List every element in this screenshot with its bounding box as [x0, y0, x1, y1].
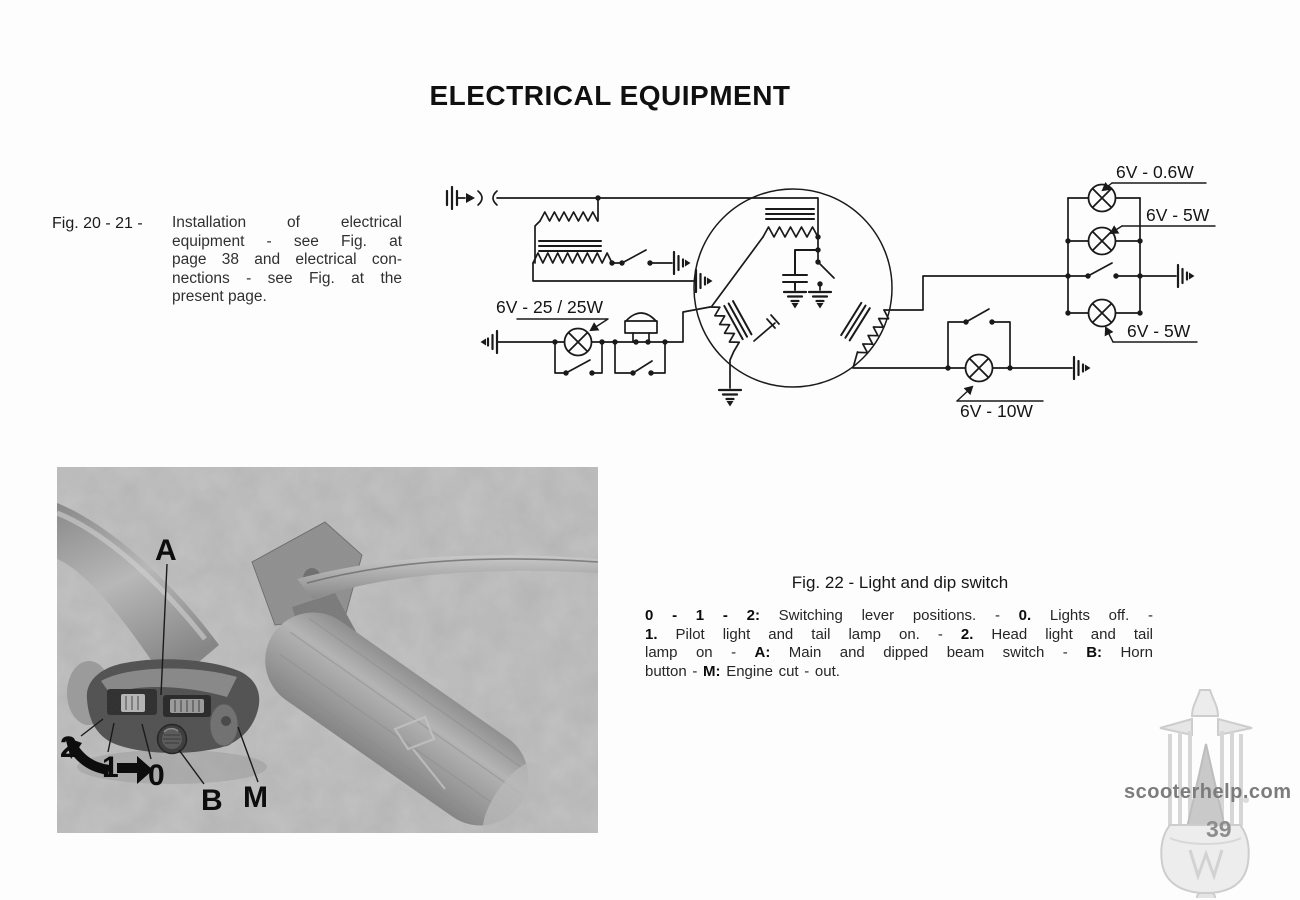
fig20-21-label: Fig. 20 - 21 - — [52, 215, 143, 232]
speedo-bulb-icon — [1089, 185, 1116, 212]
ignition-coil — [533, 212, 694, 281]
ground-icon — [481, 331, 498, 353]
ground-icon — [1178, 265, 1195, 287]
ground-icon — [784, 292, 806, 309]
fig22-caption: 0 - 1 - 2: Switching lever positions. - 0. Lights off. - 1. Pilot light and tail lamp on. - 2. Head light and tail lamp on - A: Main and dipped beam switch - B: Horn button - M: Engine cut - out. — [645, 607, 1153, 680]
flywheel-magneto — [694, 189, 892, 388]
ground-icon — [1074, 357, 1091, 379]
pilot-bulb-label: 6V - 5W — [1146, 205, 1210, 225]
label-m: M — [243, 781, 268, 814]
label-a: A — [155, 534, 177, 567]
switch-photo — [57, 467, 598, 833]
speedo-bulb-label: 6V - 0.6W — [1116, 162, 1194, 182]
stop-lamp-wire — [853, 352, 1072, 368]
label-0: 0 — [148, 759, 165, 792]
page-number: 39 — [1206, 816, 1232, 842]
spark-plug-icon — [447, 187, 497, 209]
stop-lamp-bulb-icon — [966, 355, 993, 382]
junction-dots — [552, 195, 1142, 375]
pilot-bulb-icon — [1089, 228, 1116, 255]
stop-bulb-label: 6V - 10W — [960, 401, 1033, 421]
ground-icon — [674, 252, 691, 274]
horn-icon — [625, 313, 657, 342]
fig20-21-text: Installation of electrical equipment - see Fig. at page 38 and electrical con- nections - see Fig. at the present page. — [172, 214, 402, 306]
watermark-text: scooterhelp.com — [1124, 781, 1292, 803]
ground-icon — [696, 270, 713, 292]
headlamp-bulb-icon — [565, 329, 592, 356]
panel-feed-wire — [884, 276, 1068, 310]
fig22-title: Fig. 22 - Light and dip switch — [791, 573, 1009, 592]
magneto-feed-wire — [665, 307, 710, 342]
label-1: 1 — [102, 751, 119, 784]
tail-bulb-label: 6V - 5W — [1127, 321, 1191, 341]
tail-bulb-icon — [1089, 300, 1116, 327]
ground-icon — [719, 390, 741, 407]
page-title: ELECTRICAL EQUIPMENT — [429, 80, 791, 111]
headlamp-bulb-label: 6V - 25 / 25W — [496, 297, 603, 317]
ground-icon — [809, 292, 831, 309]
label-b: B — [201, 784, 223, 817]
label-2: 2 — [60, 731, 77, 764]
horn-switch-branch — [615, 342, 665, 373]
